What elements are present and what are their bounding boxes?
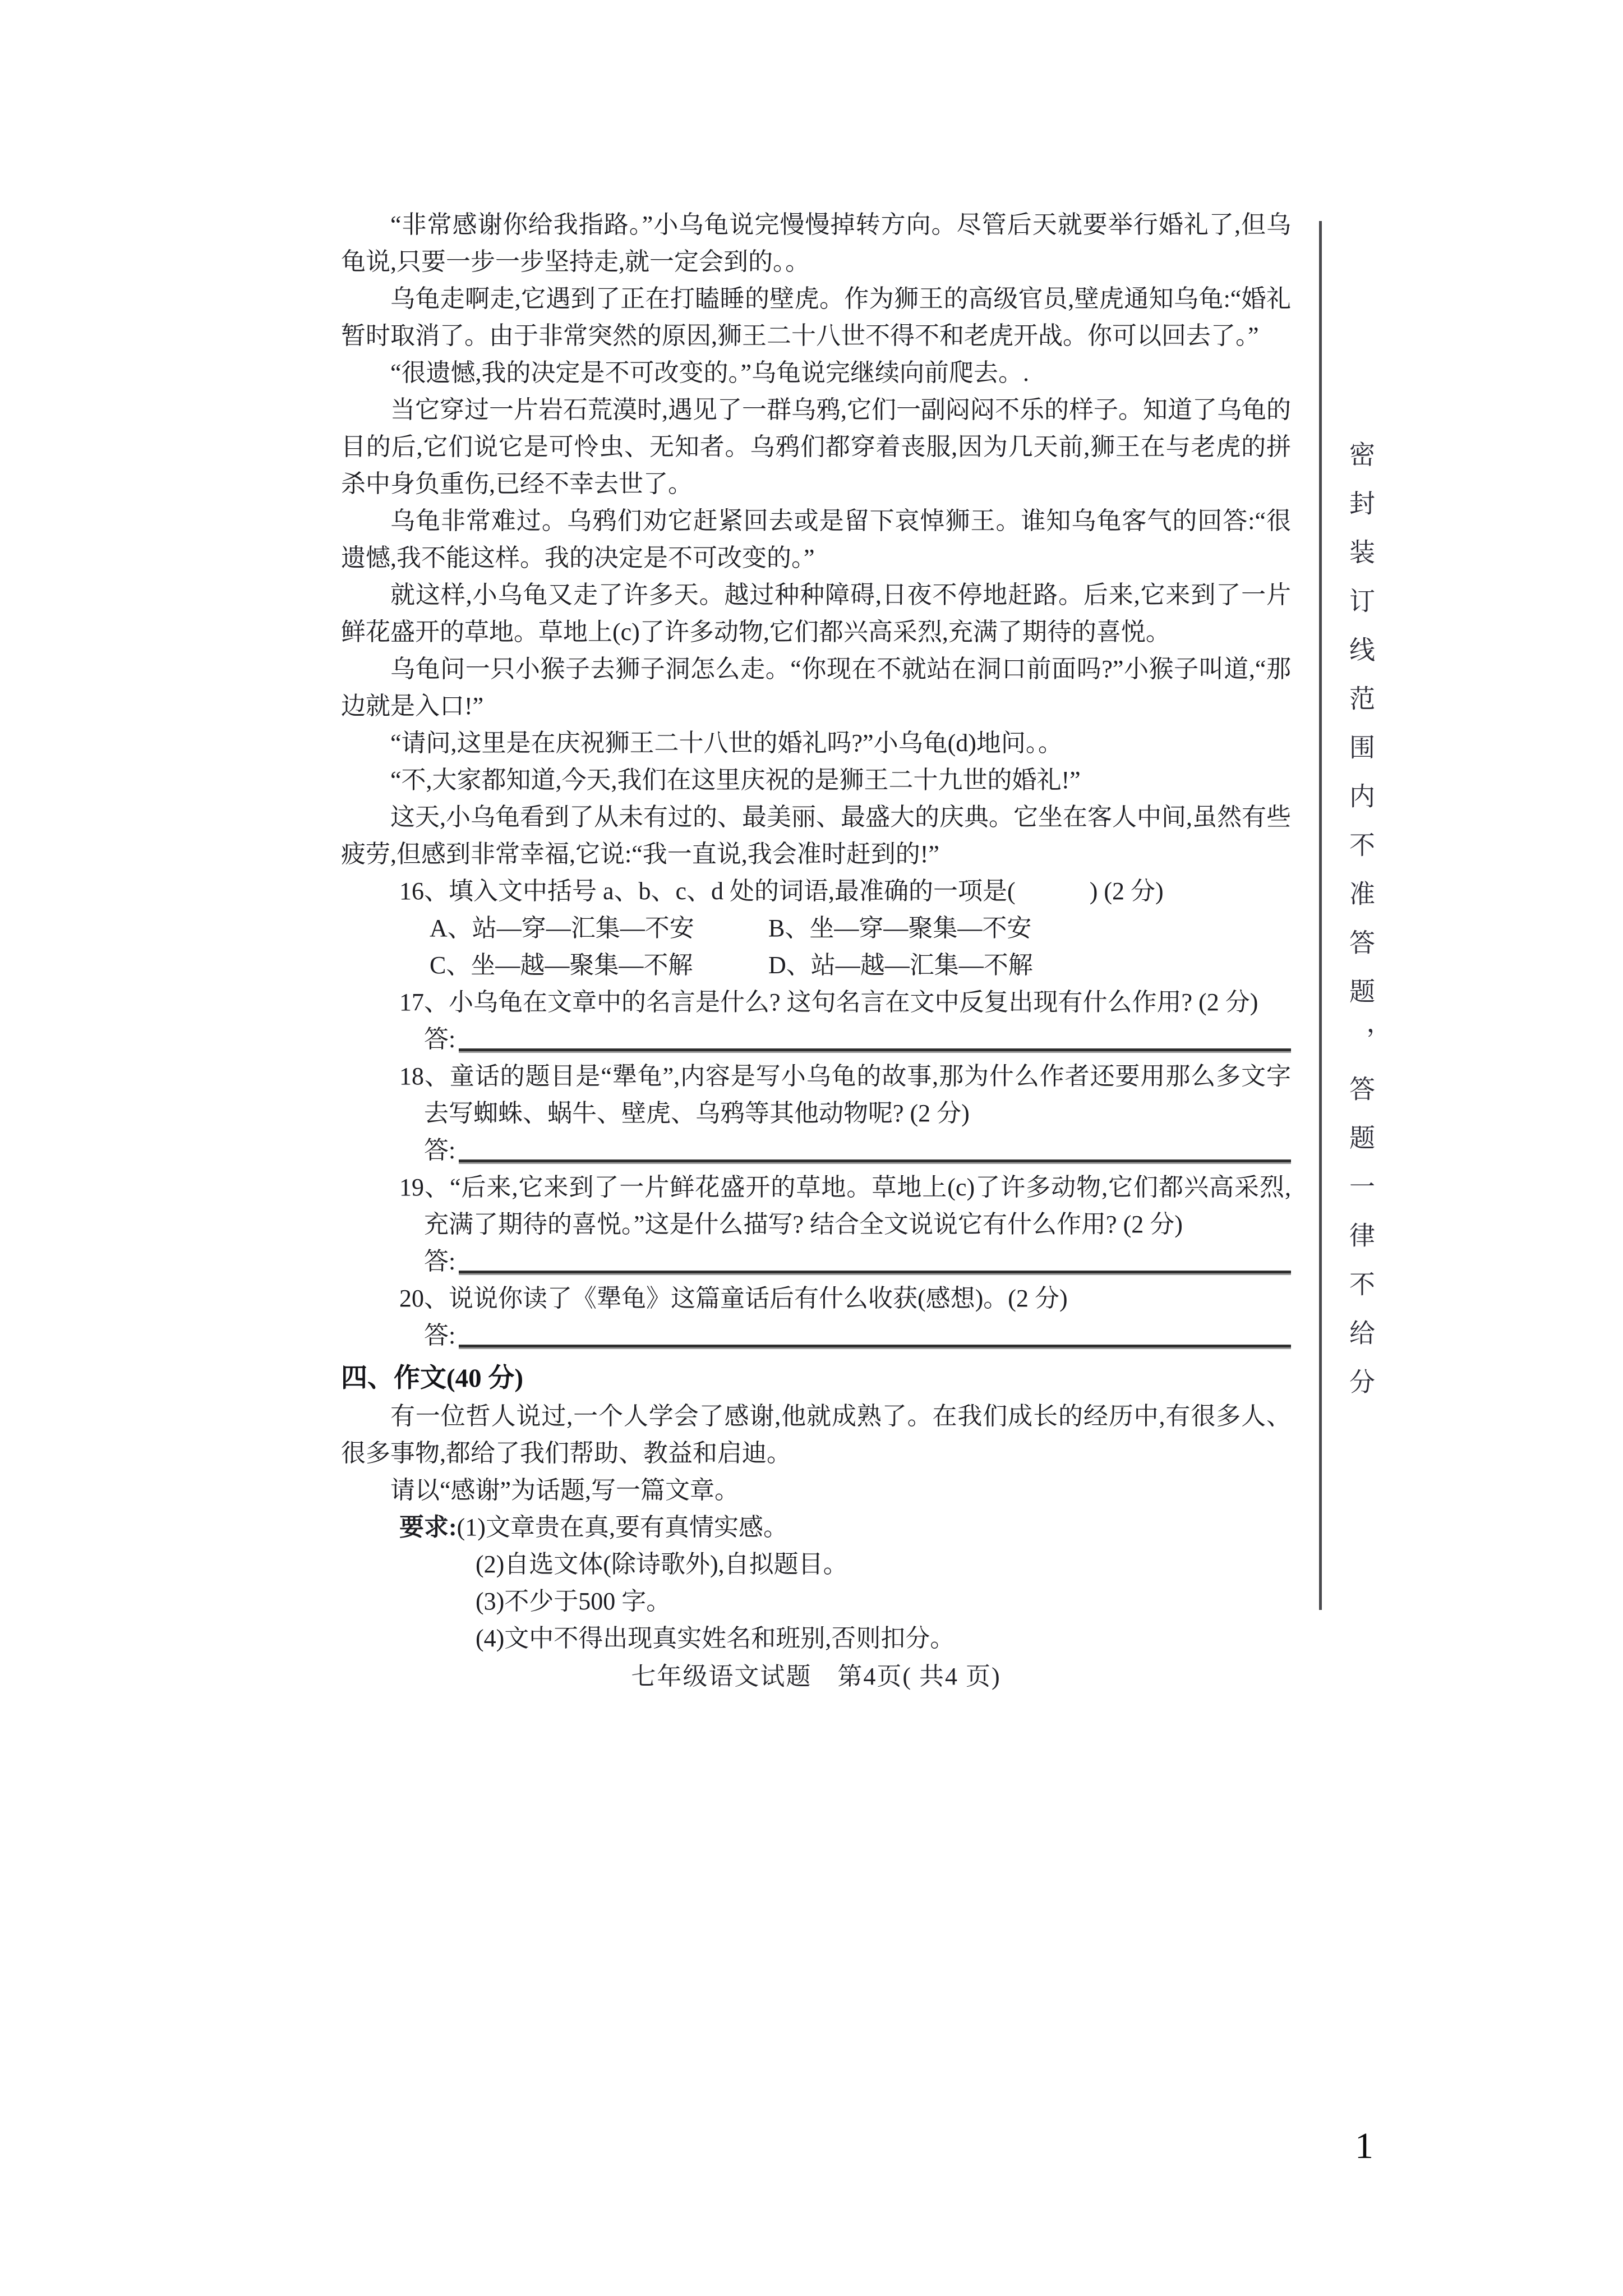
passage-paragraph: 这天,小乌龟看到了从未有过的、最美丽、最盛大的庆典。它坐在客人中间,虽然有些疲劳,但感到非常幸福,它说:“我一直说,我会准时赶到的!” — [341, 803, 1291, 868]
section-heading-composition: 四、作文(40 分) — [341, 1364, 524, 1393]
question-20: 20、说说你读了《犟龟》这篇童话后有什么收获(感想)。(2 分) — [399, 1285, 1068, 1312]
requirement-1: (1)文章贵在真,要有真情实感。 — [457, 1513, 788, 1541]
answer-label: 答: — [424, 1248, 456, 1275]
passage-paragraph: 就这样,小乌龟又走了许多天。越过种种障碍,日夜不停地赶路。后来,它来到了一片鲜花盛开的草地。草地上(c)了许多动物,它们都兴高采烈,充满了期待的喜悦。 — [341, 581, 1291, 646]
passage-paragraph: 乌龟问一只小猴子去狮子洞怎么走。“你现在不就站在洞口前面吗?”小猴子叫道,“那边就是入口!” — [341, 655, 1291, 720]
composition-intro-paragraph: 有一位哲人说过,一个人学会了感谢,他就成熟了。在我们成长的经历中,有很多人、很多事物,都给了我们帮助、教益和启迪。 — [341, 1402, 1291, 1467]
question-16-option-d: D、站—越—汇集—不解 — [768, 951, 1033, 979]
answer-label: 答: — [424, 1137, 456, 1164]
binding-seal-text: 密封装订线范围内不准答题，答题一律不给分 — [1346, 441, 1375, 1417]
question-16-option-b: B、坐—穿—聚集—不安 — [768, 914, 1032, 942]
requirement-2: (2)自选文体(除诗歌外),自拟题目。 — [476, 1550, 848, 1578]
question-16: 16、填入文中括号 a、b、c、d 处的词语,最准确的一项是( ) (2 分) — [399, 877, 1164, 905]
page-number: 1 — [1355, 2125, 1373, 2166]
requirement-3: (3)不少于500 字。 — [476, 1588, 671, 1615]
question-16-option-c: C、坐—越—聚集—不解 — [430, 951, 693, 979]
answer-blank-rule — [459, 1131, 1291, 1162]
passage-paragraph: “不,大家都知道,今天,我们在这里庆祝的是狮王二十九世的婚礼!” — [390, 766, 1081, 794]
question-18: 18、童话的题目是“犟龟”,内容是写小乌龟的故事,那为什么作者还要用那么多文字去写蜘蛛、蜗牛、壁虎、乌鸦等其他动物呢? (2 分) — [399, 1062, 1291, 1127]
page-footer: 七年级语文试题 第4页( 共4 页) — [631, 1663, 1001, 1690]
answer-label: 答: — [424, 1322, 456, 1349]
requirements-label: 要求: — [399, 1513, 457, 1541]
composition-requirements-line-1 — [341, 1509, 1291, 1546]
answer-blank-rule — [459, 1243, 1291, 1273]
composition-topic-line: 请以“感谢”为话题,写一篇文章。 — [390, 1476, 740, 1504]
question-19: 19、“后来,它来到了一片鲜花盛开的草地。草地上(c)了许多动物,它们都兴高采烈,充满了期待的喜悦。”这是什么描写? 结合全文说说它有什么作用? (2 分) — [399, 1174, 1291, 1238]
binding-seal-line — [1319, 221, 1322, 1610]
question-17: 17、小乌龟在文章中的名言是什么? 这句名言在文中反复出现有什么作用? (2 分) — [399, 988, 1258, 1016]
question-16-options-row-1 — [341, 910, 1291, 947]
answer-label: 答: — [424, 1025, 456, 1053]
requirement-4: (4)文中不得出现真实姓名和班别,否则扣分。 — [476, 1625, 955, 1652]
question-19-answer-row — [341, 1243, 1291, 1280]
question-16-option-a: A、站—穿—汇集—不安 — [430, 914, 694, 942]
passage-paragraph: 当它穿过一片岩石荒漠时,遇见了一群乌鸦,它们一副闷闷不乐的样子。知道了乌龟的目的后,它们说它是可怜虫、无知者。乌鸦们都穿着丧服,因为几天前,狮王在与老虎的拼杀中身负重伤,已经不幸去世了。 — [341, 396, 1291, 498]
question-17-answer-row — [341, 1021, 1291, 1058]
exam-content-column — [341, 206, 1291, 1695]
question-18-answer-row — [341, 1132, 1291, 1169]
passage-paragraph: “很遗憾,我的决定是不可改变的。”乌龟说完继续向前爬去。. — [390, 359, 1030, 386]
passage-paragraph: “请问,这里是在庆祝狮王二十八世的婚礼吗?”小乌龟(d)地问。。 — [390, 729, 1063, 757]
answer-blank-rule — [459, 1020, 1291, 1051]
passage-paragraph: 乌龟走啊走,它遇到了正在打瞌睡的壁虎。作为狮王的高级官员,壁虎通知乌龟:“婚礼暂时取消了。由于非常突然的原因,狮王二十八世不得不和老虎开战。你可以回去了。” — [341, 285, 1291, 349]
question-16-options-row-2 — [341, 947, 1291, 984]
question-20-answer-row — [341, 1317, 1291, 1354]
passage-paragraph: 乌龟非常难过。乌鸦们劝它赶紧回去或是留下哀悼狮王。谁知乌龟客气的回答:“很遗憾,我不能这样。我的决定是不可改变的。” — [341, 507, 1291, 572]
passage-paragraph: “非常感谢你给我指路。”小乌龟说完慢慢掉转方向。尽管后天就要举行婚礼了,但乌龟说,只要一步一步坚持走,就一定会到的。。 — [341, 211, 1291, 275]
answer-blank-rule — [459, 1317, 1291, 1347]
